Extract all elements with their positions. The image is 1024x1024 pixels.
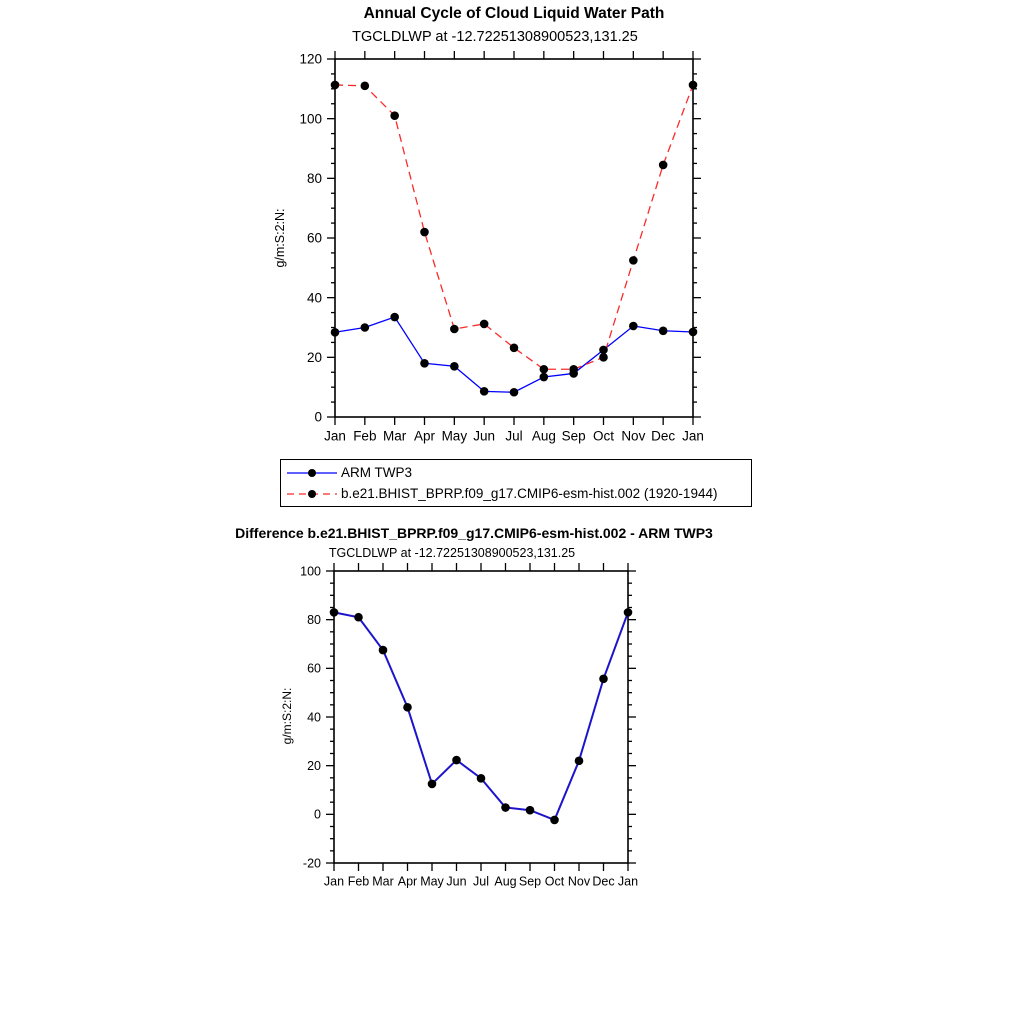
data-point-marker [480, 387, 489, 396]
data-point-marker [629, 256, 638, 265]
y-tick-label: 60 [306, 230, 322, 246]
legend-row-model [285, 483, 751, 504]
legend-sample-marker-icon [308, 469, 316, 477]
y-tick-label: 40 [306, 290, 322, 306]
data-point-marker [689, 81, 698, 90]
data-point-marker [331, 81, 340, 90]
top-chart-title: Annual Cycle of Cloud Liquid Water Path [363, 5, 665, 22]
y-tick-label: 80 [307, 613, 321, 628]
top-chart-y-axis-label: g/m:S:2:N: [273, 208, 287, 268]
x-tick-label: Dec [651, 428, 676, 444]
x-tick-label: Feb [353, 428, 377, 444]
data-point-marker [569, 365, 578, 374]
x-tick-label: Jun [446, 874, 467, 889]
data-point-marker [403, 703, 412, 712]
plot-frame [334, 571, 628, 863]
y-tick-label: 60 [307, 661, 321, 676]
y-tick-label: 120 [299, 51, 322, 67]
y-tick-label: 40 [307, 710, 321, 725]
x-tick-label: Mar [383, 428, 407, 444]
series-line-0 [335, 317, 693, 392]
data-point-marker [659, 326, 668, 335]
x-tick-label: Jul [505, 428, 523, 444]
data-point-marker [331, 328, 340, 337]
data-point-marker [450, 362, 459, 371]
x-tick-label: Oct [592, 428, 615, 444]
series-line-0 [334, 612, 628, 820]
data-point-marker [480, 320, 489, 329]
data-point-marker [599, 353, 608, 362]
data-point-marker [659, 161, 668, 170]
x-tick-label: Sep [518, 874, 542, 889]
x-tick-label: Aug [494, 874, 517, 889]
x-tick-label: Jan [324, 428, 346, 444]
x-tick-label: Nov [567, 874, 591, 889]
legend-sample-marker-icon [308, 490, 316, 498]
data-point-marker [629, 322, 638, 331]
legend-label-model: b.e21.BHIST_BPRP.f09_g17.CMIP6-esm-hist.002 (1920-1944) [341, 486, 718, 501]
chart-1-plot [300, 563, 638, 889]
x-tick-label: Aug [531, 428, 556, 444]
data-point-marker [420, 359, 429, 368]
bottom-chart-title: Difference b.e21.BHIST_BPRP.f09_g17.CMIP6-esm-hist.002 - ARM TWP3 [235, 525, 713, 541]
data-point-marker [450, 325, 459, 334]
data-point-marker [599, 346, 608, 355]
data-point-marker [361, 323, 370, 332]
data-point-marker [510, 343, 519, 352]
data-point-marker [510, 388, 519, 397]
plot-frame [335, 59, 693, 417]
legend-line-sample-dashed [285, 486, 339, 502]
bottom-chart-y-axis-label: g/m:S:2:N: [280, 687, 294, 745]
y-tick-label: 20 [306, 350, 322, 366]
x-tick-label: Jan [323, 874, 345, 889]
legend-row-arm-twp3 [285, 462, 751, 483]
x-tick-label: Jan [617, 874, 639, 889]
data-point-marker [540, 365, 549, 374]
data-point-marker [428, 780, 437, 789]
y-tick-label: 80 [306, 171, 322, 187]
legend [280, 459, 752, 507]
x-tick-label: Mar [372, 874, 394, 889]
x-tick-label: Oct [544, 874, 565, 889]
x-tick-label: Jan [682, 428, 704, 444]
data-point-marker [379, 646, 388, 655]
y-tick-label: 0 [314, 807, 321, 822]
legend-label-arm-twp3: ARM TWP3 [341, 465, 413, 480]
data-point-marker [575, 757, 584, 766]
data-point-marker [526, 806, 535, 815]
x-tick-label: Jun [473, 428, 496, 444]
data-point-marker [330, 608, 339, 617]
data-point-marker [390, 313, 399, 322]
y-tick-label: 100 [300, 564, 321, 579]
data-point-marker [540, 373, 549, 382]
data-point-marker [361, 82, 370, 91]
x-tick-label: Sep [561, 428, 586, 444]
data-point-marker [599, 674, 608, 683]
data-point-marker [689, 328, 698, 337]
y-tick-label: 20 [307, 759, 321, 774]
data-point-marker [452, 756, 461, 765]
x-tick-label: May [441, 428, 468, 444]
x-tick-label: Jul [473, 874, 489, 889]
x-tick-label: Nov [621, 428, 646, 444]
x-tick-label: May [420, 874, 444, 889]
x-tick-label: Feb [347, 874, 370, 889]
x-tick-label: Apr [413, 428, 436, 444]
data-point-marker [420, 228, 429, 237]
legend-line-sample-solid [285, 465, 339, 481]
top-chart-subtitle: TGCLDLWP at -12.72251308900523,131.25 [352, 29, 638, 45]
y-tick-label: 100 [299, 111, 322, 127]
y-tick-label: 0 [314, 409, 322, 425]
data-point-marker [390, 111, 399, 120]
data-point-marker [624, 608, 633, 617]
chart-0-plot [299, 51, 703, 444]
x-tick-label: Apr [397, 874, 418, 889]
data-point-marker [550, 816, 559, 825]
x-tick-label: Dec [592, 874, 615, 889]
y-tick-label: -20 [302, 856, 321, 871]
bottom-chart-subtitle: TGCLDLWP at -12.72251308900523,131.25 [328, 546, 576, 560]
data-point-marker [501, 803, 510, 812]
data-point-marker [477, 774, 486, 783]
data-point-marker [354, 613, 363, 622]
